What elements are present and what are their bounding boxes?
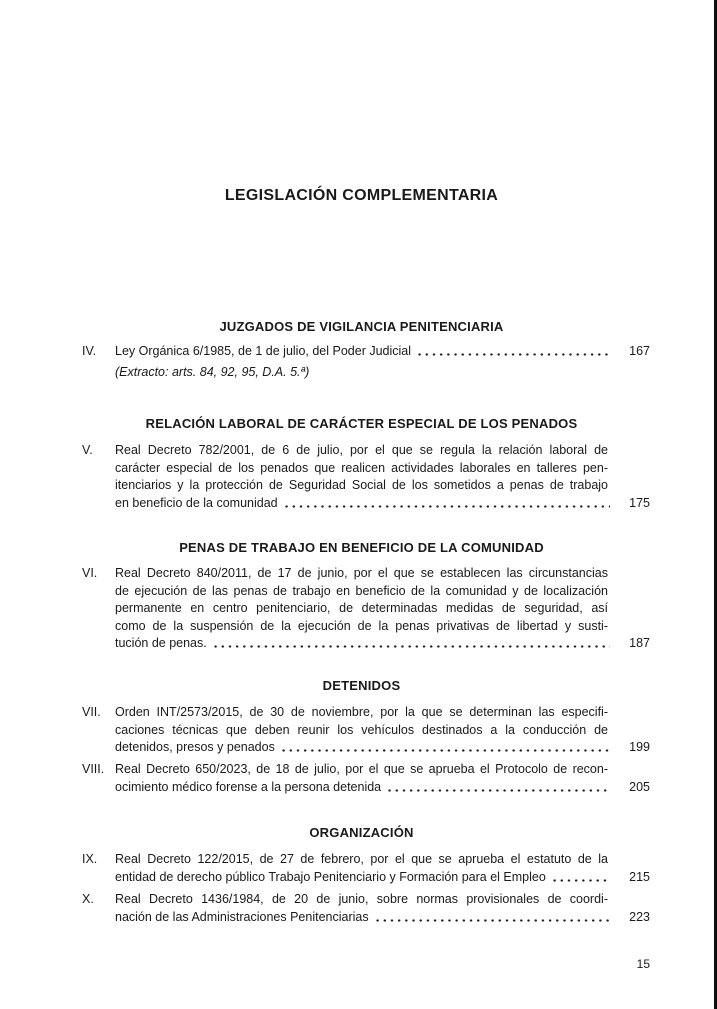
dot-leader [210, 635, 610, 653]
entry-page-number: 167 [629, 344, 650, 358]
entry-text-line: carácter especial de los penados que realicen actividades laborales en talleres pen- [115, 460, 608, 475]
entry-text-line: itenciarios y la protección de Seguridad Social de los sometidos a penas de trabajo [115, 478, 608, 493]
entry-page-number: 215 [629, 869, 650, 884]
dot-leader [384, 779, 610, 797]
entry-text: ocimiento médico forense a la persona detenida [115, 779, 382, 794]
entry-text-line: permanente en centro penitenciario, de determinadas medidas de seguridad, así [115, 601, 608, 616]
entry-text-line: Orden INT/2573/2015, de 30 de noviembre, por la que se determinan las especifi- [115, 705, 608, 719]
toc-entry [82, 442, 650, 512]
dot-leader [372, 909, 610, 927]
entry-text: en beneficio de la comunidad [115, 495, 278, 510]
entry-page-number: 187 [629, 636, 650, 651]
section-heading: DETENIDOS [322, 678, 401, 693]
entry-numeral: V. [82, 443, 93, 457]
entry-text: tución de penas. [115, 636, 207, 651]
dot-leader [549, 869, 610, 887]
entry-numeral: IV. [82, 344, 97, 358]
entry-numeral: VII. [82, 705, 101, 719]
entry-text-line: Real Decreto 782/2001, de 6 de julio, por el que se regula la relación laboral de [115, 443, 608, 457]
dot-leader [281, 495, 610, 513]
section-heading: PENAS DE TRABAJO EN BENEFICIO DE LA COMUNIDAD [179, 540, 544, 555]
section-heading: RELACIÓN LABORAL DE CARÁCTER ESPECIAL DE LOS PENADOS [145, 416, 578, 431]
entry-text-line: Real Decreto 840/2011, de 17 de junio, por el que se establecen las circunstancias [115, 566, 608, 580]
toc-entry [82, 343, 650, 381]
toc-entry [82, 891, 650, 926]
entry-numeral: VI. [82, 566, 98, 580]
dot-leader [278, 739, 610, 757]
entry-text-line: como de la suspensión de la ejecución de la penas privativas de libertad y susti- [115, 618, 608, 633]
entry-text-line: Real Decreto 1436/1984, de 20 de junio, sobre normas provisionales de coordi- [115, 892, 608, 906]
entry-page-number: 205 [629, 779, 650, 794]
entry-page-number: 199 [629, 740, 650, 755]
page-number: 15 [636, 957, 650, 971]
section-heading: ORGANIZACIÓN [309, 825, 414, 840]
entry-text-line: de ejecución de las penas de trabajo en beneficio de la comunidad y de localización [115, 583, 608, 598]
toc-entry [82, 565, 650, 653]
entry-text: nación de las Administraciones Penitenciarias [115, 909, 369, 924]
entry-text: entidad de derecho público Trabajo Penitenciario y Formación para el Empleo [115, 869, 546, 884]
entry-text-line: Real Decreto 122/2015, de 27 de febrero, por el que se aprueba el estatuto de la [115, 852, 608, 866]
entry-numeral: X. [82, 892, 94, 906]
entry-text: Ley Orgánica 6/1985, de 1 de julio, del Poder Judicial [115, 344, 412, 358]
entry-note: (Extracto: arts. 84, 92, 95, D.A. 5.ª) [115, 364, 310, 379]
entry-text-line: caciones técnicas que deben reunir los vehículos destinados a la conducción de [115, 722, 608, 737]
section-heading: JUZGADOS DE VIGILANCIA PENITENCIARIA [219, 319, 504, 334]
toc-entry [82, 704, 650, 757]
dot-leader [414, 343, 610, 361]
entry-text: detenidos, presos y penados [115, 740, 275, 755]
toc-entry [82, 761, 650, 796]
entry-numeral: VIII. [82, 762, 105, 776]
entry-numeral: IX. [82, 852, 98, 866]
entry-page-number: 223 [629, 909, 650, 924]
entry-page-number: 175 [629, 495, 650, 510]
toc-entry [82, 851, 650, 886]
document-title: LEGISLACIÓN COMPLEMENTARIA [224, 187, 499, 204]
entry-text-line: Real Decreto 650/2023, de 18 de julio, por el que se aprueba el Protocolo de recon- [115, 762, 608, 776]
